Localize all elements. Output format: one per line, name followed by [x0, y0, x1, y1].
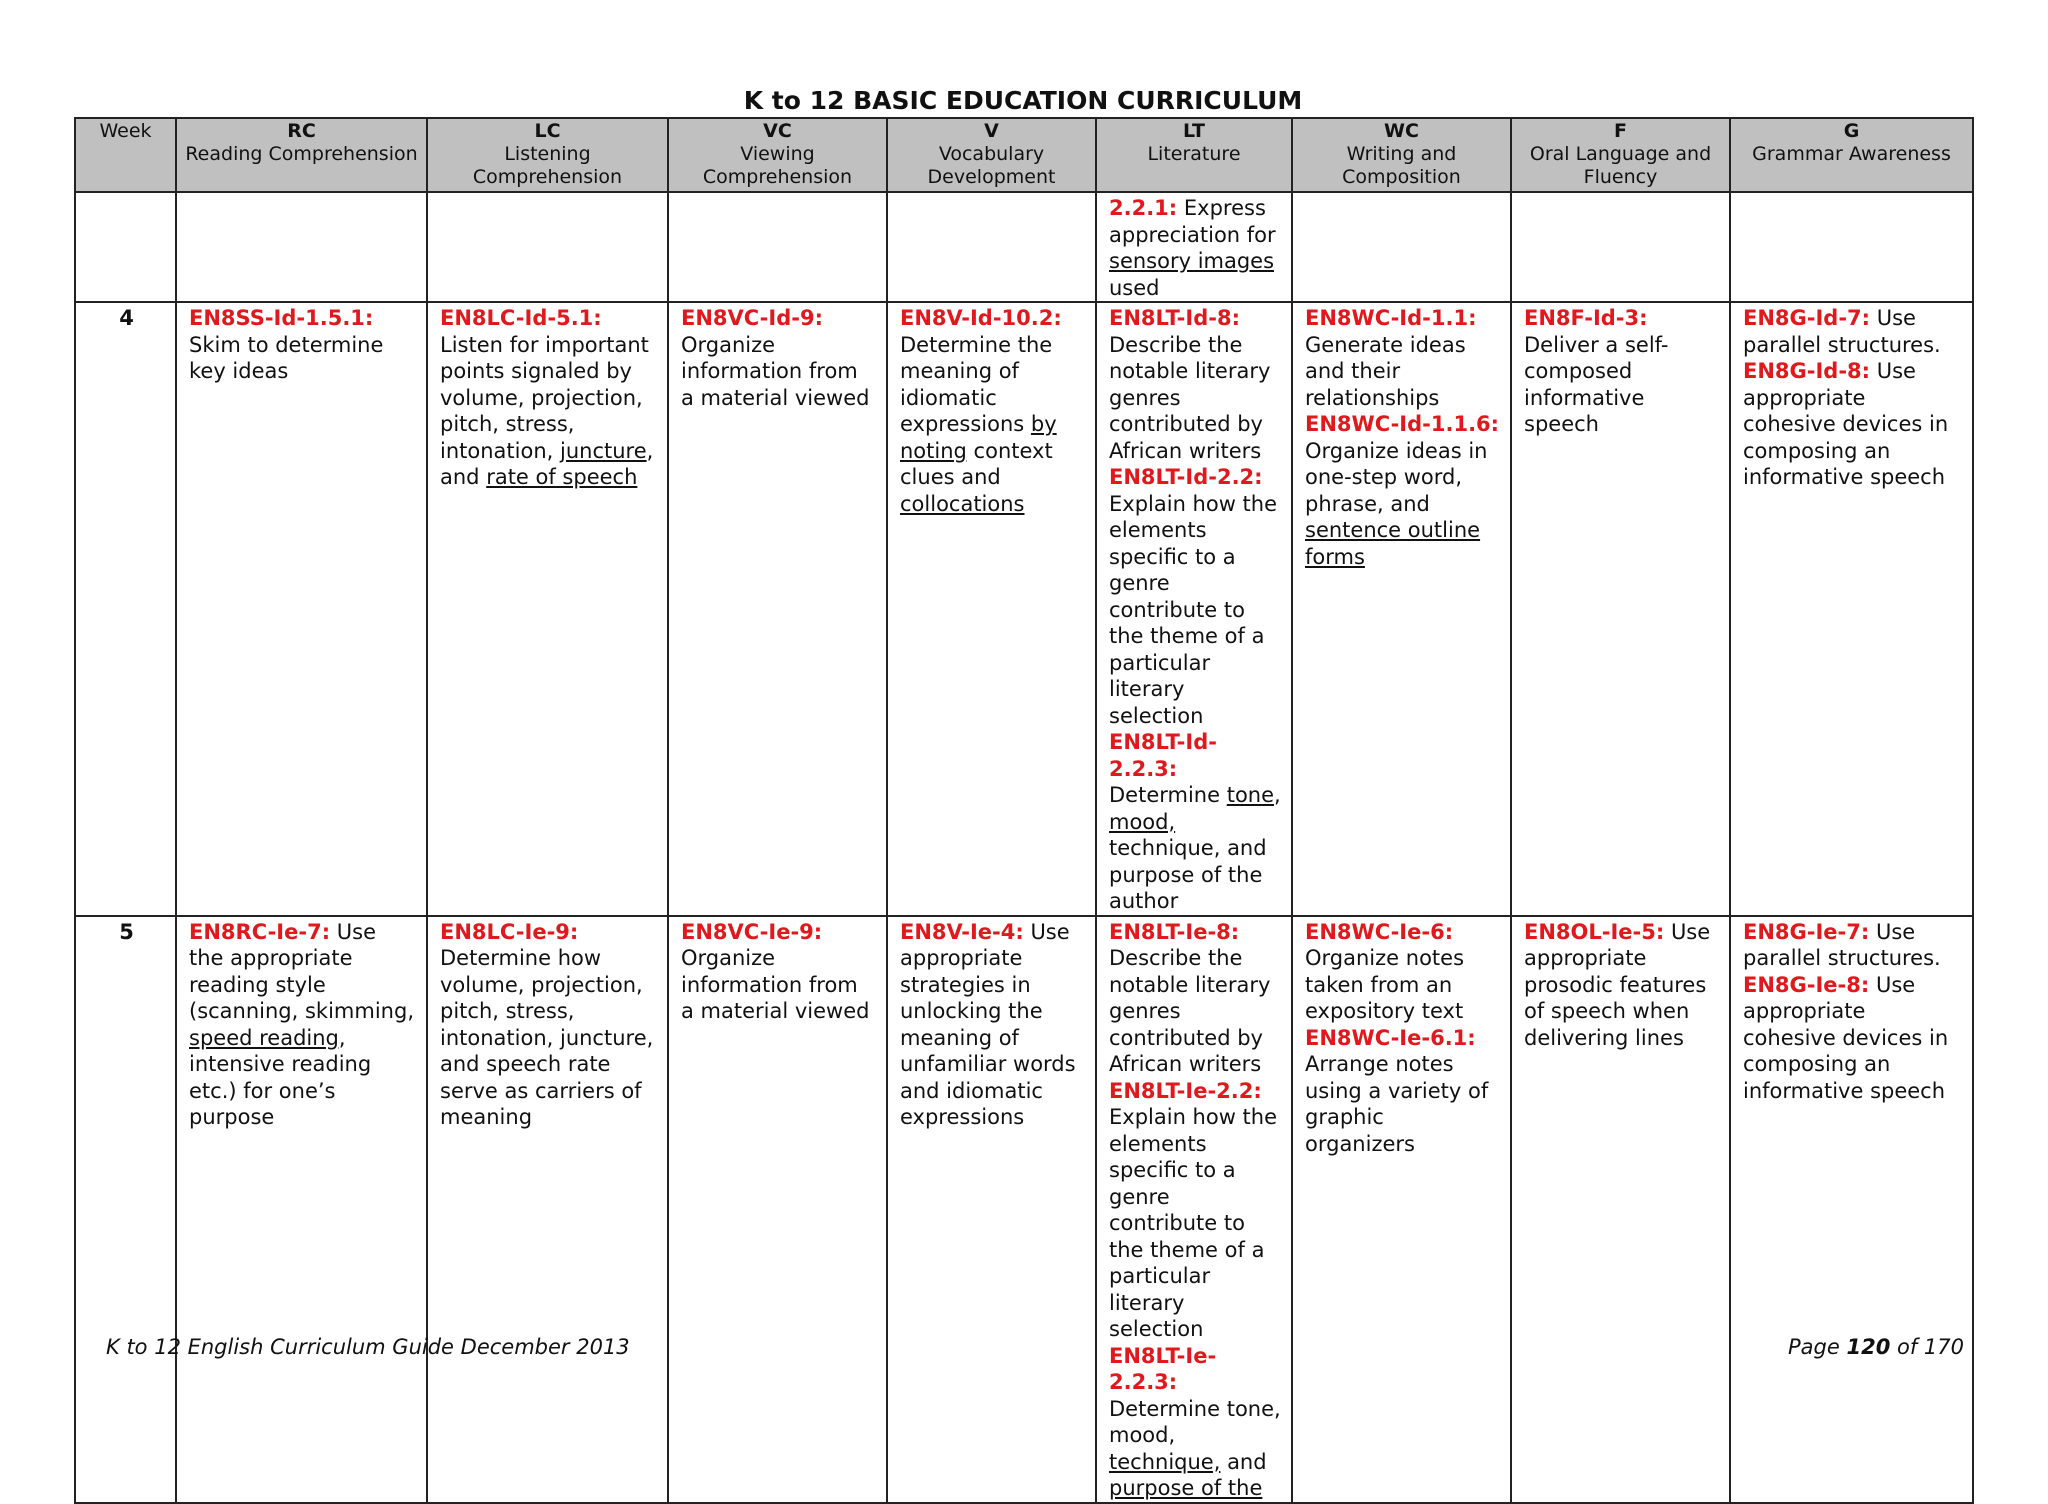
footer-page-number	[1788, 1335, 1964, 1359]
g-cell	[1730, 302, 1973, 916]
underlined-text: sentence outline forms	[1305, 518, 1481, 569]
competency-text: Use the appropriate reading style (scanning, skimming,	[189, 919, 414, 1023]
underlined-text: tone	[1226, 783, 1275, 807]
table-row-week-5	[75, 916, 1973, 1503]
competency-text: Organize notes taken from an expository text	[1305, 946, 1465, 1023]
header-abbr: V	[984, 120, 999, 142]
competency-text: Describe the notable literary genres contributed by African writers	[1109, 946, 1271, 1076]
competency-text: Organize information from a material viewed	[681, 946, 870, 1023]
competency-code: EN8LC-Ie-9:	[440, 919, 579, 944]
competency-code: EN8LT-Id-2.2.3:	[1109, 730, 1217, 781]
page-suffix: of 170	[1890, 1335, 1964, 1359]
header-name: Reading Comprehension	[185, 143, 418, 165]
header-name: Literature	[1147, 143, 1241, 165]
header-v	[887, 118, 1096, 192]
header-lc	[427, 118, 668, 192]
week-number: 5	[75, 916, 176, 1503]
competency-text: , intensive reading etc.) for one’s purpose	[189, 1025, 372, 1129]
competency-code: EN8VC-Ie-9:	[681, 919, 823, 944]
competency-code: EN8WC-Ie-6:	[1305, 919, 1454, 944]
table-row	[75, 192, 1973, 302]
competency-text: Generate ideas and their relationships	[1305, 332, 1466, 410]
competency-text: , and	[440, 438, 654, 489]
header-rc	[176, 118, 427, 192]
header-abbr: LC	[534, 120, 561, 142]
wc-cell	[1292, 916, 1511, 1503]
competency-code: EN8WC-Ie-6.1:	[1305, 1025, 1476, 1050]
v-cell	[887, 192, 1096, 302]
competency-code: EN8LC-Id-5.1:	[440, 306, 602, 330]
competency-code: EN8LT-Id-2.2:	[1109, 465, 1263, 489]
underlined-text: juncture	[559, 438, 647, 463]
competency-code: EN8WC-Id-1.1:	[1305, 306, 1477, 330]
header-abbr: RC	[287, 120, 316, 142]
underlined-text: collocations	[900, 491, 1025, 516]
header-wc	[1292, 118, 1511, 192]
header-name: Oral Language and Fluency	[1529, 143, 1712, 188]
competency-code: EN8LT-Ie-2.2.3:	[1109, 1343, 1217, 1394]
competency-code: EN8G-Id-7:	[1743, 306, 1871, 330]
competency-code: EN8RC-Ie-7:	[189, 919, 331, 944]
wc-cell	[1292, 192, 1511, 302]
competency-code: EN8LT-Id-8:	[1109, 306, 1240, 330]
competency-text: Arrange notes using a variety of graphic organizers	[1305, 1052, 1489, 1156]
wc-cell	[1292, 302, 1511, 916]
competency-text: Use appropriate strategies in unlocking the meaning of unfamiliar words and idiomatic expressions	[900, 919, 1076, 1129]
lt-cell	[1096, 916, 1292, 1503]
competency-text: Use appropriate cohesive devices in composing an informative speech	[1743, 972, 1949, 1103]
competency-code: EN8LT-Ie-8:	[1109, 919, 1240, 944]
lc-cell	[427, 916, 668, 1503]
competency-text: Skim to determine key ideas	[189, 332, 384, 383]
rc-cell	[176, 916, 427, 1503]
competency-text: Use parallel structures.	[1743, 919, 1941, 970]
curriculum-table	[74, 117, 1974, 1504]
f-cell	[1511, 916, 1730, 1503]
table-row-week-4	[75, 302, 1973, 916]
competency-text: and	[1220, 1449, 1267, 1474]
competency-text: context clues and	[900, 438, 1053, 489]
v-cell	[887, 916, 1096, 1503]
g-cell	[1730, 916, 1973, 1503]
lt-cell	[1096, 302, 1292, 916]
rc-cell	[176, 192, 427, 302]
competency-code: EN8V-Id-10.2:	[900, 306, 1062, 330]
header-abbr: VC	[763, 120, 792, 142]
header-name: Viewing Comprehension	[702, 143, 853, 188]
competency-text: Determine how volume, projection, pitch, stress, intonation, juncture, and speech rate serve as carriers of meaning	[440, 946, 654, 1129]
f-cell	[1511, 302, 1730, 916]
v-cell	[887, 302, 1096, 916]
vc-cell	[668, 192, 887, 302]
competency-text: Explain how the elements specific to a genre contribute to the theme of a particular literary selection	[1109, 491, 1278, 728]
header-name: Writing and Composition	[1342, 143, 1461, 188]
underlined-text: speed reading	[189, 1025, 339, 1050]
competency-text: used	[1109, 275, 1160, 300]
week-cell	[75, 192, 176, 302]
competency-code: EN8F-Id-3:	[1524, 306, 1648, 330]
rc-cell	[176, 302, 427, 916]
g-cell	[1730, 192, 1973, 302]
competency-text: Use appropriate cohesive devices in composing an informative speech	[1743, 359, 1949, 489]
header-row	[75, 118, 1973, 192]
competency-code: EN8SS-Id-1.5.1:	[189, 306, 374, 330]
footer-document-title: K to 12 English Curriculum Guide December 2013	[106, 1335, 630, 1359]
competency-text: Determine	[1109, 783, 1227, 807]
header-vc	[668, 118, 887, 192]
competency-code: EN8OL-Ie-5:	[1524, 919, 1665, 944]
header-abbr: G	[1843, 120, 1860, 142]
underlined-text: sensory images	[1109, 249, 1275, 273]
lc-cell	[427, 302, 668, 916]
competency-text: Describe the notable literary genres contributed by African writers	[1109, 332, 1271, 463]
competency-code: EN8V-Ie-4:	[900, 919, 1024, 944]
header-name: Vocabulary Development	[927, 143, 1056, 188]
competency-text: Use appropriate prosodic features of speech when delivering lines	[1524, 919, 1711, 1050]
underlined-text: purpose of the	[1109, 1476, 1263, 1500]
competency-text: Express appreciation for	[1109, 196, 1276, 247]
competency-text: Determine the meaning of idiomatic expressions	[900, 332, 1053, 436]
header-abbr: WC	[1384, 120, 1419, 142]
header-name: Listening Comprehension	[472, 143, 623, 188]
competency-text: Listen for important points signaled by volume, projection, pitch, stress, intonation,	[440, 332, 649, 463]
vc-cell	[668, 916, 887, 1503]
competency-code: EN8LT-Ie-2.2:	[1109, 1078, 1262, 1103]
competency-text: Explain how the elements specific to a genre contribute to the theme of a particular literary selection	[1109, 1105, 1278, 1341]
header-g	[1730, 118, 1973, 192]
competency-text: Use parallel structures.	[1743, 306, 1941, 357]
underlined-text: technique,	[1109, 1449, 1221, 1474]
current-page: 120	[1846, 1335, 1891, 1359]
competency-code: EN8G-Ie-8:	[1743, 972, 1870, 997]
competency-text: Organize information from a material viewed	[681, 332, 870, 410]
header-f	[1511, 118, 1730, 192]
page-prefix: Page	[1788, 1335, 1847, 1359]
competency-text: Determine tone, mood,	[1109, 1396, 1281, 1447]
underlined-text: mood,	[1109, 809, 1176, 834]
page-title: K to 12 BASIC EDUCATION CURRICULUM	[743, 86, 1303, 115]
competency-text: Deliver a self-composed informative speech	[1524, 332, 1669, 436]
f-cell	[1511, 192, 1730, 302]
underlined-text: by noting	[900, 412, 1057, 463]
vc-cell	[668, 302, 887, 916]
competency-code: EN8G-Id-8:	[1743, 359, 1871, 383]
header-abbr: F	[1614, 120, 1627, 142]
competency-text: ,	[1274, 783, 1281, 807]
lt-cell	[1096, 192, 1292, 302]
competency-code: EN8VC-Id-9:	[681, 306, 823, 330]
competency-code: EN8G-Ie-7:	[1743, 919, 1870, 944]
header-lt	[1096, 118, 1292, 192]
competency-code: EN8WC-Id-1.1.6:	[1305, 412, 1500, 436]
underlined-text: rate of speech	[486, 465, 638, 489]
competency-text: technique, and purpose of the author	[1109, 836, 1267, 913]
header-abbr: LT	[1183, 120, 1205, 142]
competency-text: Organize ideas in one-step word, phrase, and	[1305, 438, 1488, 516]
header-week: Week	[75, 118, 176, 192]
lc-cell	[427, 192, 668, 302]
competency-code: 2.2.1:	[1109, 196, 1178, 220]
week-number: 4	[75, 302, 176, 916]
header-name: Grammar Awareness	[1752, 143, 1951, 165]
